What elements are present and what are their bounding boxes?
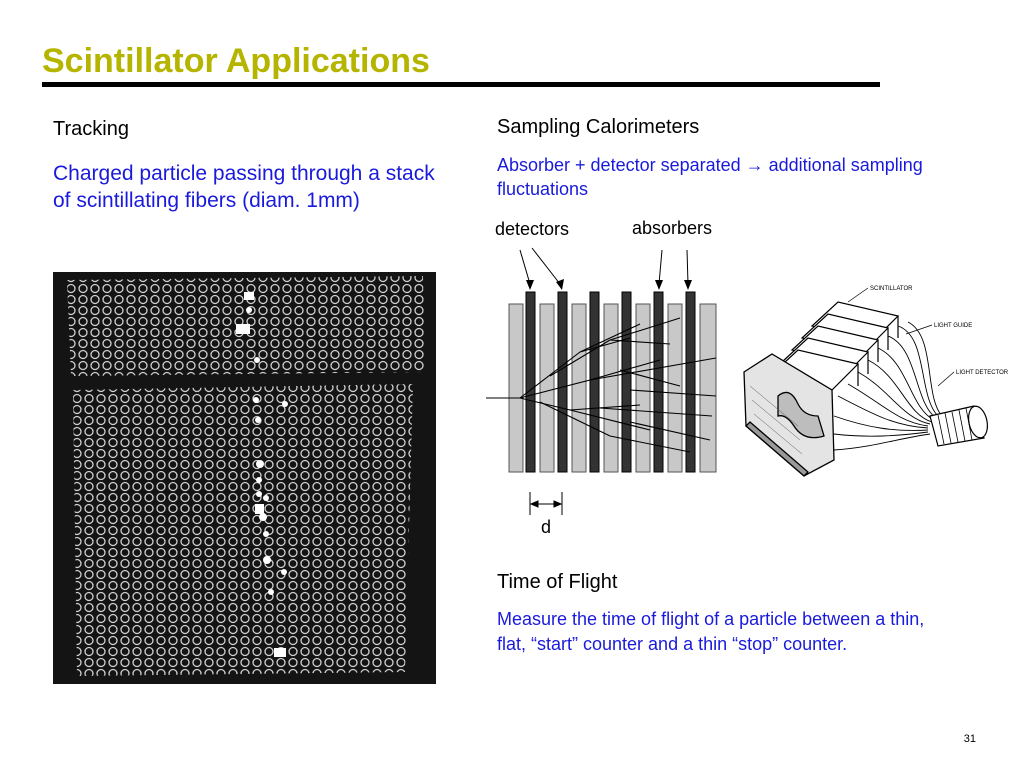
tracking-description: Charged particle passing through a stack of scintillating fibers (diam. 1mm) <box>53 162 435 212</box>
tof-description: Measure the time of flight of a particle between a thin, flat, “start” counter and a thin “stop” counter. <box>497 609 925 654</box>
detectors-label: detectors <box>495 219 570 239</box>
calorimeters-heading: Sampling Calorimeters <box>497 116 700 138</box>
sampling-calorimeter-diagram <box>480 240 730 520</box>
scintillator-module-illustration <box>738 276 1014 482</box>
light-guide-label: LIGHT GUIDE <box>934 323 973 329</box>
title-underline <box>42 82 880 87</box>
tracking-heading: Tracking <box>53 118 129 140</box>
d-label: d <box>541 517 552 537</box>
absorbers-label: absorbers <box>632 218 713 238</box>
fiber-stack-image <box>53 272 436 684</box>
calorimeters-description: Absorber + detector separated → additional sampling fluctuations <box>497 155 923 199</box>
scintillator-label: SCINTILLATOR <box>870 286 913 292</box>
tof-heading: Time of Flight <box>497 571 618 593</box>
page-number: 31 <box>963 733 976 745</box>
slide-title: Scintillator Applications <box>42 42 430 80</box>
light-detector-label: LIGHT DETECTOR <box>956 370 1009 376</box>
